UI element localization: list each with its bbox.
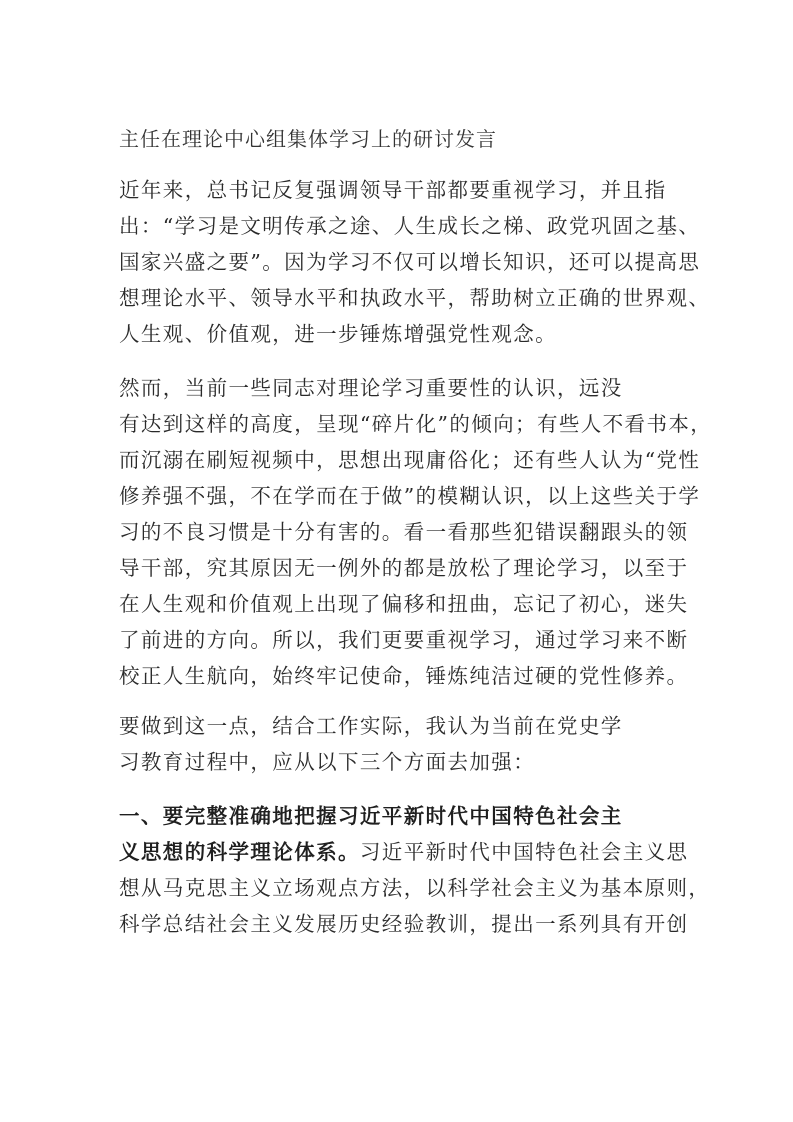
text-line: 了前进的方向。所以，我们更要重视学习，通过学习来不断 [119,628,689,652]
text-line: 而沉溺在刷短视频中，思想出现庸俗化；还有些人认为“党性 [119,448,701,472]
text-line: 近年来，总书记反复强调领导干部都要重视学习，并且指 [119,178,667,202]
text-line: 人生观、价值观，进一步锤炼增强党性观念。 [119,322,557,346]
text-line: 习的不良习惯是十分有害的。看一看那些犯错误翻跟头的领 [119,520,689,544]
section-heading-end: 义思想的科学理论体系。 [119,840,360,864]
text-line [119,834,689,870]
text-line: 科学总结社会主义发展历史经验教训，提出一系列具有开创 [119,912,689,936]
paragraph-intro [119,172,711,352]
text-line: 想理论水平、领导水平和执政水平，帮助树立正确的世界观、 [119,286,711,310]
text-line: 导干部，究其原因无一例外的都是放松了理论学习，以至于 [119,556,689,580]
document-body [119,172,713,942]
text-line: 修养强不强，不在学而在于做”的模糊认识，以上这些关于学 [119,484,701,508]
text-line: 想从马克思主义立场观点方法，以科学社会主义为基本原则， [119,876,711,900]
document-title: 主任在理论中心组集体学习上的研讨发言 [119,127,497,151]
text-line: 有达到这样的高度，呈现“碎片化”的倾向；有些人不看书本， [119,412,713,436]
section-heading-line: 一、要完整准确地把握习近平新时代中国特色社会主 [119,804,623,828]
text-line-rest: 习近平新时代中国特色社会主义思 [359,840,689,864]
paragraph-problems [119,370,713,694]
text-line: 习教育过程中，应从以下三个方面去加强： [119,750,536,774]
text-line: 校正人生航向，始终牢记使命，锤炼纯洁过硬的党性修养。 [119,664,689,688]
paragraph-point-one [119,798,711,942]
text-line: 然而，当前一些同志对理论学习重要性的认识，远没 [119,376,623,400]
text-line: 出：“学习是文明传承之途、人生成长之梯、政党巩固之基、 [119,214,701,238]
text-line: 国家兴盛之要”。因为学习不仅可以增长知识，还可以提高思 [119,250,701,274]
text-line: 要做到这一点，结合工作实际，我认为当前在党史学 [119,714,623,738]
text-line: 在人生观和价值观上出现了偏移和扭曲，忘记了初心，迷失 [119,592,689,616]
paragraph-approach [119,708,682,780]
